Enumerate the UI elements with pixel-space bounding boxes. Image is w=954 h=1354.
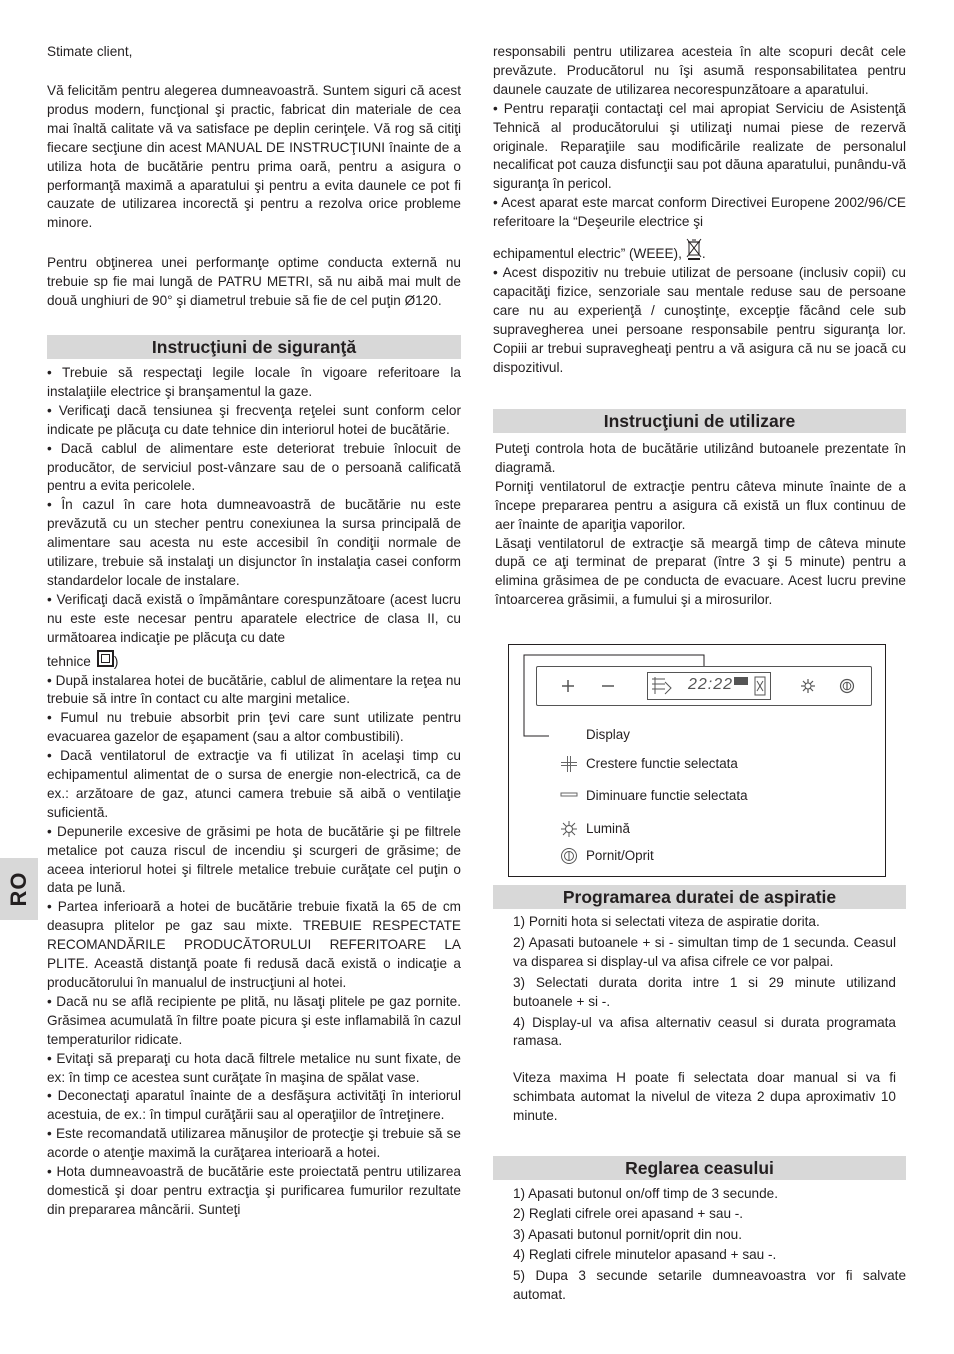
programming-step: 2) Apasati butoanele + si - simultan timp de 1 secunda. Ceasul va disparea si display-ul va afisa cifrele ce vor palpai. [513,934,896,969]
legend-label: Diminuare functie selectata [586,788,748,803]
display-time: 22:22 [688,676,734,693]
service-item: • Pentru reparaţii contactaţi cel mai apropiat Serviciu de Asistenţă Tehnică al producătorului şi utilizaţi numai piese de rezervă originale. Reparaţiile sau modificările realizate de personalul necalificat pot cauza disfuncţii sau pot dăuna aparatului, punându-vă siguranţa în pericol. [493,100,906,192]
light-icon [559,820,579,838]
safety-item: • Hota dumneavoastră de bucătărie este proiectată pentru utilizarea domestică şi doar pentru extracţia şi purificarea fumurilor rezultate din prepararea mâncării. Sunteţi [47,1164,461,1217]
safety-item: • În cazul în care hota dumneavoastră de bucătărie nu este prevăzută cu un stecher pentru conexiunea la sursa principală de alimentare sau acesta nu este accesibil în condiţii normale de utilizare, trebuie să instalaţi un disjunctor în instalaţia casei conform standardelor locale de instalare. [47,497,461,588]
persons-item: • Acest dispozitiv nu trebuie utilizat de persoane (inclusiv copii) cu capacităţi fizice, senzoriale sau mentale reduse sau de persoane care nu au experienţă / cunoştinţe, excepţie făcând cele sub supravegherea unei persoane responsabile pentru siguranţa lor. Copiii ar trebui supravegheaţi pentru a vă asigura că nu se joacă cu dispozitivul. [493,264,906,375]
programming-note: Viteza maxima H poate fi selectata doar manual si va fi schimbata automat la nivelul de viteza 2 dupa aproximativ 10 minute. [513,1070,896,1124]
legend-label: Lumină [586,821,630,836]
safety-item: • Partea inferioară a hotei de bucătărie trebuie fixată la 65 de cm deasupra plitelor pe gaz sau mixte. TREBUIE RESPECTATE RECOMANDĂRILE PRODUCĂTORULUI REFERITOARE LA PLITE. Această distanţă poate fi redusă dacă există o indicaţie a producătorului în manualul de instrucţiuni al hotei. [47,899,461,990]
display-screen [647,672,771,700]
intro-paragraph: Pentru obţinerea unei performanţe optime conducta externă nu trebuie sp fie mai lungă de PATRU METRI, să nu aibă mai mult de două unghiuri de 90° şi diametrul trebuie să fie de cel puţin Ø120. [47,255,461,308]
usage-paragraph: Puteţi controla hota de bucătărie utilizând butoanele prezentate în diagramă. [495,441,906,475]
clock-step: 3) Apasati butonul pornit/oprit din nou. [513,1226,742,1242]
clock-step: 5) Dupa 3 secunde setarile dumneavoastra vor fi salvate automat. [513,1267,906,1302]
continuation-text: responsabili pentru utilizarea acesteia în alte scopuri decât cele prevăzute. Producătorul nu îşi asumă responsabilitatea pentru daunele cauzate de utilizarea necorespunzătoare a aparatului. [493,44,906,97]
safety-item: • Verificaţi dacă există o împământare corespunzătoare (acest lucru nu este este necesar pentru aparatele electrice de clasa II, cu următoarea indicaţie pe plăcuţa cu date [47,591,461,645]
programming-step: 3) Selectati durata dorita intre 1 si 29 minute utilizand butoanele + si -. [513,974,896,1009]
safety-item: • Dacă cablul de alimentare este deteriorat trebuie înlocuit de producător, de serviciul post-vânzare sau de o persoană calificată pentru a evita pericolele. [47,440,461,494]
legend-label: Display [586,727,630,742]
power-button-icon [839,678,855,694]
safety-item: • Deconectaţi aparatul înainte de a desfăşura activităţi în interiorul acestuia, de ex.: în timpul curăţării sau al operaţiilor de întreţinere. [47,1088,461,1123]
programming-heading: Programarea duratei de aspiratie [493,885,906,909]
safety-item: • Trebuie să respectaţi legile locale în vigoare referitoare la instalaţiile electrice şi branşamentul la gaze. [47,365,461,399]
safety-item: • După instalarea hotei de bucătărie, cablul de alimentare la reţea nu trebuie să intre în contact cu alte margini metalice. [47,672,461,707]
usage-heading: Instrucţiuni de utilizare [493,409,906,433]
light-button-icon [800,678,816,694]
weee-item: • Acest aparat este marcat conform Directivei Europene 2002/96/CE referitoare la “Deşeurile electrice şi [493,195,906,230]
safety-item: • Verificaţi dacă tensiunea şi frecvenţa reţelei sunt conform celor indicate pe plăcuţa cu date tehnice din interiorul hotei de bucătărie. [47,402,461,437]
class-ii-double-square-icon [97,650,114,667]
clock-indicator-icon [734,677,748,685]
weee-crossed-bin-icon [686,238,702,260]
plus-button-icon [561,679,575,693]
greeting: Stimate client, [47,44,133,59]
safety-item: • Este recomandată utilizarea mănuşilor de protecţie şi trebuie să se acorde o atenţie maximă la curăţarea interioară a hotei. [47,1126,461,1161]
intro-paragraph: Vă felicităm pentru alegerea dumneavoastră. Suntem siguri că acest produs modern, funcţional şi practic, fabricat din materiale de cea mai înaltă calitate vă va satisface pe deplin cerinţele. Vă rog să citiţi fiecare secţiune din acest MANUAL DE INSTRUCŢIUNI înainte de a utiliza hota de bucătărie pentru prima oară, pentru a asigura o performanţă maximă a aparatului şi pentru a evita daunele ce pot fi cauzate de utilizarea incorectă şi pentru a rezolva orice probleme minore. [47,83,461,231]
usage-paragraph: Porniţi ventilatorul de extracţie pentru câteva minute înainte de a începe prepararea pentru a asigura că există un flux continuu de aer înainte de apariţia vaporilor. [495,478,906,532]
control-panel [536,666,872,706]
safety-item: • Fumul nu trebuie absorbit prin ţevi care sunt utilizate pentru evacuarea gazelor de eşapament (sau a altor combustibili). [47,710,461,745]
safety-list [47,364,461,1220]
filter-indicator-icon [754,676,766,696]
control-panel-diagram [508,644,886,877]
safety-heading: Instrucţiuni de siguranţă [47,335,461,359]
language-tab [0,858,38,920]
clock-heading: Reglarea ceasului [493,1156,906,1180]
clock-step: 4) Reglati cifrele minutelor apasand + sau -. [513,1247,777,1263]
safety-item: • Evitaţi să preparaţi cu hota dacă filtrele metalice nu sunt fixate, de ex: în timp ce acestea sunt curăţate în maşina de spălat vase. [47,1050,461,1085]
fan-speed-icon [651,676,673,696]
safety-item: • Dacă ventilatorul de extracţie va fi utilizat în acelaşi timp cu echipamentul alimentat de o sursa de energie non-electrică, ca de ex.: arzătoare de gaz, atunci camera trebuie să aibă o ventilaţie suficientă. [47,748,461,820]
usage-paragraph: Lăsaţi ventilatorul de extracţie să meargă timp de câteva minute după ce aţi terminat de preparat (între 3 şi 5 minute) pentru a elimina grăsimea de pe conducta de evacuare. Acest lucru previne întoarcerea grăsimii, a fumului şi a mirosurilor. [495,535,906,608]
minus-button-icon [601,679,615,693]
weee-item-line: echipamentul electric” (WEEE), . [493,238,906,264]
legend-label: Pornit/Oprit [586,848,654,863]
safety-item: • Dacă nu se află recipiente pe plită, nu lăsaţi plitele pe gaz pornite. Grăsimea acumulată în filtre poate picura şi este inflamabilă în cazul temperaturilor ridicate. [47,993,461,1047]
plus-icon [559,755,579,773]
minus-icon [559,787,579,805]
programming-step: 1) Porniti hota si selectati viteza de aspiratie dorita. [513,914,820,929]
programming-step: 4) Display-ul va afisa alternativ ceasul si durata programata ramasa. [513,1014,896,1049]
safety-item: • Depunerile excesive de grăsimi pe hota de bucătărie şi pe filtrele metalice pot cauza riscul de incendiu şi scurgeri de grăsime; de aceea interiorul hotei şi filtrele metalice trebuie curăţate cel puţin o data pe lună. [47,823,461,896]
language-code: RO [6,871,31,907]
safety-item-class2: tehnice ) [47,650,461,672]
power-icon [559,847,579,865]
clock-step: 2) Reglati cifrele orei apasand + sau -. [513,1206,744,1222]
clock-step: 1) Apasati butonul on/off timp de 3 secunde. [513,1186,779,1201]
legend-label: Crestere functie selectata [586,756,738,771]
